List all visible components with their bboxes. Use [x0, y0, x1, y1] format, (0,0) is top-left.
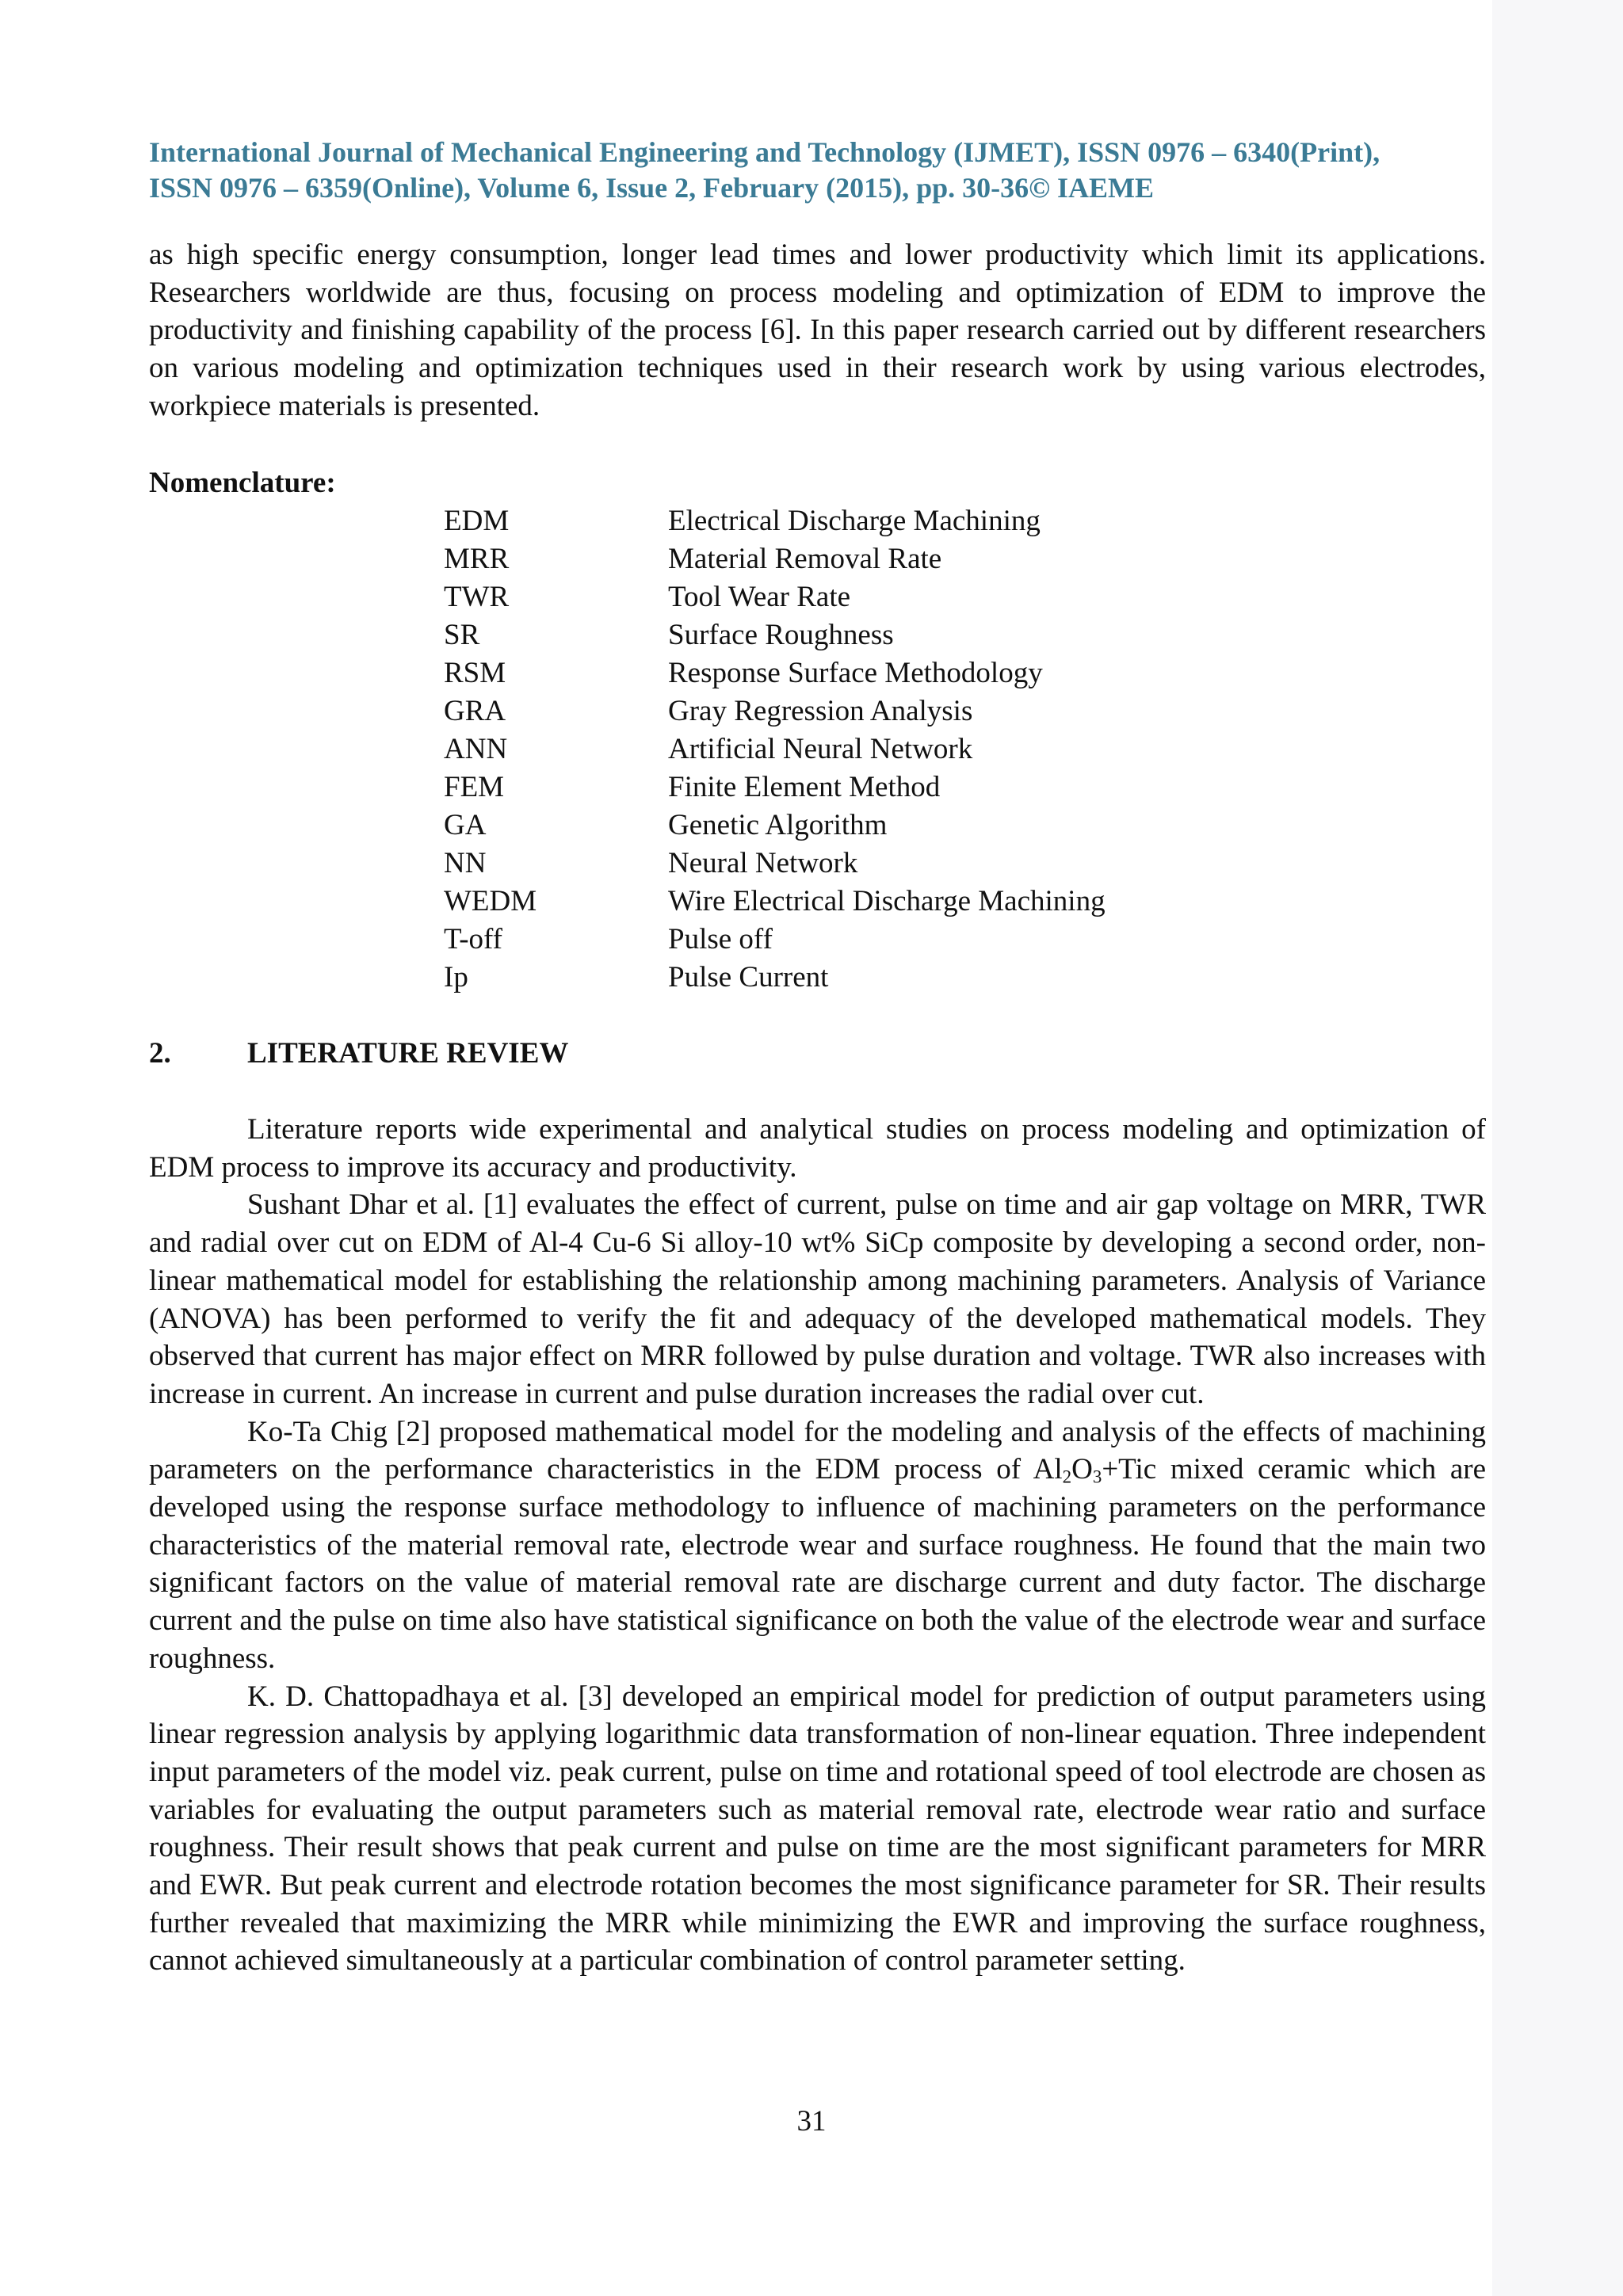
nomenclature-definition: Finite Element Method	[668, 771, 941, 803]
intro-paragraph	[149, 236, 1486, 425]
nomenclature-abbr: EDM	[444, 505, 510, 537]
body-paragraph-3	[149, 1413, 1486, 1678]
nomenclature-definition: Electrical Discharge Machining	[668, 505, 1041, 537]
nomenclature-abbr: Ip	[444, 961, 468, 994]
journal-header	[149, 135, 1486, 206]
nomenclature-abbr: TWR	[444, 581, 510, 613]
nomenclature-definition: Tool Wear Rate	[668, 581, 851, 613]
body-paragraph-1: Literature reports wide experimental and analytical studies on process modeling and optimization of EDM process to improve its accuracy and productivity.	[149, 1113, 1486, 1184]
nomenclature-definition: Genetic Algorithm	[668, 809, 888, 841]
header-line-2: ISSN 0976 – 6359(Online), Volume 6, Issue 2, February (2015), pp. 30-36© IAEME	[149, 172, 1154, 204]
subscript-3: 3	[1092, 1467, 1102, 1488]
nomenclature-definition: Response Surface Methodology	[668, 657, 1043, 689]
nomenclature-abbr: WEDM	[444, 885, 537, 917]
body-paragraph-4: K. D. Chattopadhaya et al. [3] developed an empirical model for prediction of output parameters using linear regression analysis by applying logarithmic data transformation of non-linear equation. Three independent input parameters of the model viz. peak current, pulse on time and rotational speed of tool electrode are chosen as variables for evaluating the output parameters such as material removal rate, electrode wear ratio and surface roughness. Their result shows that peak current and pulse on time are the most significant parameters for MRR and EWR. But peak current and electrode rotation becomes the most significance parameter for SR. Their results further revealed that maximizing the MRR while minimizing the EWR and improving the surface roughness, cannot achieved simultaneously at a particular combination of control parameter setting.	[149, 1680, 1486, 1978]
intro-paragraph-text: as high specific energy consumption, longer lead times and lower productivity which limit its applications. Researchers worldwide are thus, focusing on process modeling and optimization of EDM to improve the productivity and finishing capability of the process [6]. In this paper research carried out by different researchers on various modeling and optimization techniques used in their research work by using various electrodes, workpiece materials is presented.	[149, 238, 1486, 422]
nomenclature-definition: Artificial Neural Network	[668, 733, 973, 765]
paragraph-3-text-end: +Tic mixed ceramic which are developed using the response surface methodology to influence of machining parameters on the performance characteristics of the material removal rate, electrode wear and surface roughness. He found that the main two significant factors on the value of material removal rate are discharge current and duty factor. The discharge current and the pulse on time also have statistical significance on both the value of the electrode wear and surface roughness.	[149, 1453, 1486, 1675]
nomenclature-heading: Nomenclature:	[149, 467, 336, 499]
nomenclature-abbr: MRR	[444, 543, 510, 575]
nomenclature-definition: Material Removal Rate	[668, 543, 942, 575]
nomenclature-abbr: GRA	[444, 695, 506, 727]
page-number: 31	[796, 2105, 827, 2138]
nomenclature-definition: Pulse off	[668, 923, 773, 955]
body-paragraph-2: Sushant Dhar et al. [1] evaluates the effect of current, pulse on time and air gap voltage on MRR, TWR and radial over cut on EDM of Al-4 Cu-6 Si alloy-10 wt% SiCp composite by developing a second order, non-linear mathematical model for establishing the relationship among machining parameters. Analysis of Variance (ANOVA) has been performed to verify the fit and adequacy of the developed mathematical models. They observed that current has major effect on MRR followed by pulse duration and voltage. TWR also increases with increase in current. An increase in current and pulse duration increases the radial over cut.	[149, 1188, 1486, 1410]
nomenclature-definition: Gray Regression Analysis	[668, 695, 973, 727]
paragraph-3-oxygen: O	[1071, 1453, 1093, 1486]
section-number: 2.	[149, 1037, 171, 1070]
subscript-2: 2	[1062, 1467, 1072, 1488]
nomenclature-abbr: ANN	[444, 733, 508, 765]
nomenclature-definition: Wire Electrical Discharge Machining	[668, 885, 1106, 917]
nomenclature-abbr: NN	[444, 847, 487, 879]
header-line-1: International Journal of Mechanical Engineering and Technology (IJMET), ISSN 0976 – 6340(Print),	[149, 136, 1381, 168]
nomenclature-abbr: FEM	[444, 771, 505, 803]
section-title: LITERATURE REVIEW	[247, 1037, 569, 1070]
nomenclature-abbr: RSM	[444, 657, 506, 689]
nomenclature-abbr: T-off	[444, 923, 502, 955]
nomenclature-definition: Neural Network	[668, 847, 858, 879]
nomenclature-definition: Pulse Current	[668, 961, 829, 994]
literature-review-body	[149, 1111, 1486, 1980]
paragraph-3-text-start: Ko-Ta Chig [2] proposed mathematical model for the modeling and analysis of the effects of machining parameters on the performance characteristics in the EDM process of Al	[149, 1415, 1486, 1486]
nomenclature-abbr: GA	[444, 809, 487, 841]
nomenclature-definition: Surface Roughness	[668, 619, 894, 651]
nomenclature-abbr: SR	[444, 619, 480, 651]
page-edge-margin	[1492, 0, 1623, 2296]
